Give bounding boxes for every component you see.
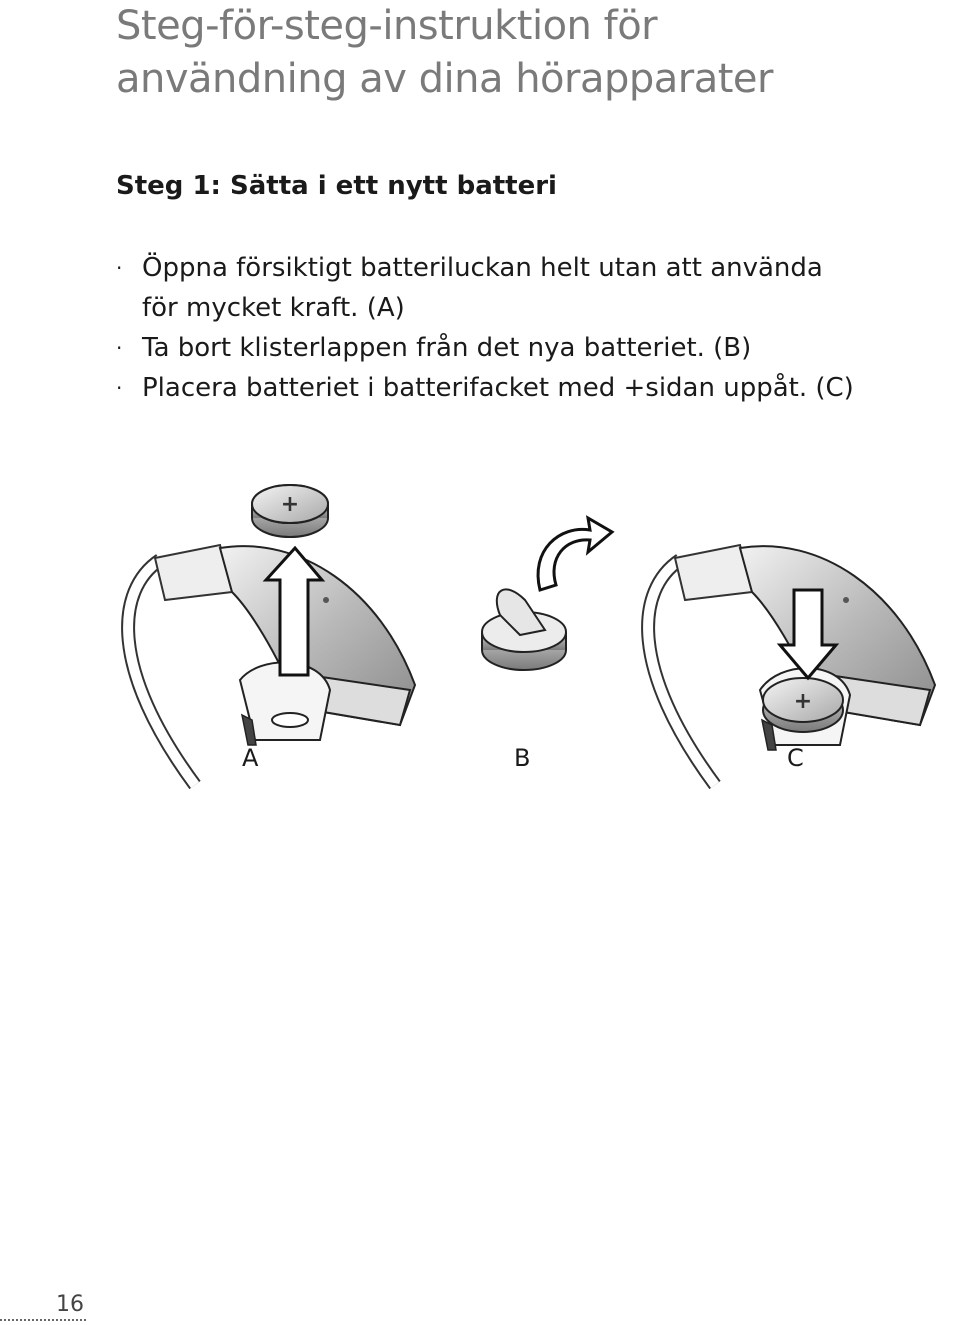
title-line-1: Steg-för-steg-instruktion för <box>116 3 658 49</box>
bullet-text-line: Placera batteriet i batterifacket med +sidan uppåt. (C) <box>142 373 854 403</box>
step-heading: Steg 1: Sätta i ett nytt batteri <box>116 171 557 201</box>
battery-above <box>252 485 328 537</box>
page-number: 16 <box>56 1292 84 1317</box>
battery-insertion-illustration <box>0 440 960 790</box>
bullet-text-line: för mycket kraft. (A) <box>142 293 405 323</box>
battery-sticker-removal <box>482 518 612 670</box>
list-item <box>116 248 960 328</box>
page-number-rule <box>0 1319 86 1321</box>
bullet-text-line: Ta bort klisterlappen från det nya batteriet. (B) <box>142 333 752 363</box>
figure-label-c: C <box>787 744 804 772</box>
title-line-2: användning av dina hörapparater <box>116 56 773 102</box>
hearing-aid-open-door <box>128 545 415 785</box>
instruction-list <box>116 248 960 408</box>
figure-label-a: A <box>242 744 259 772</box>
battery-plus-symbol: + <box>280 492 300 517</box>
battery-plus-symbol: + <box>793 689 813 714</box>
list-item <box>116 368 960 408</box>
list-item <box>116 328 960 368</box>
bullet-marker: · <box>116 376 123 400</box>
page-title <box>116 0 936 106</box>
bullet-text-line: Öppna försiktigt batteriluckan helt utan att använda <box>142 253 823 283</box>
figure-label-b: B <box>514 744 531 772</box>
bullet-marker: · <box>116 336 123 360</box>
bullet-marker: · <box>116 256 123 280</box>
